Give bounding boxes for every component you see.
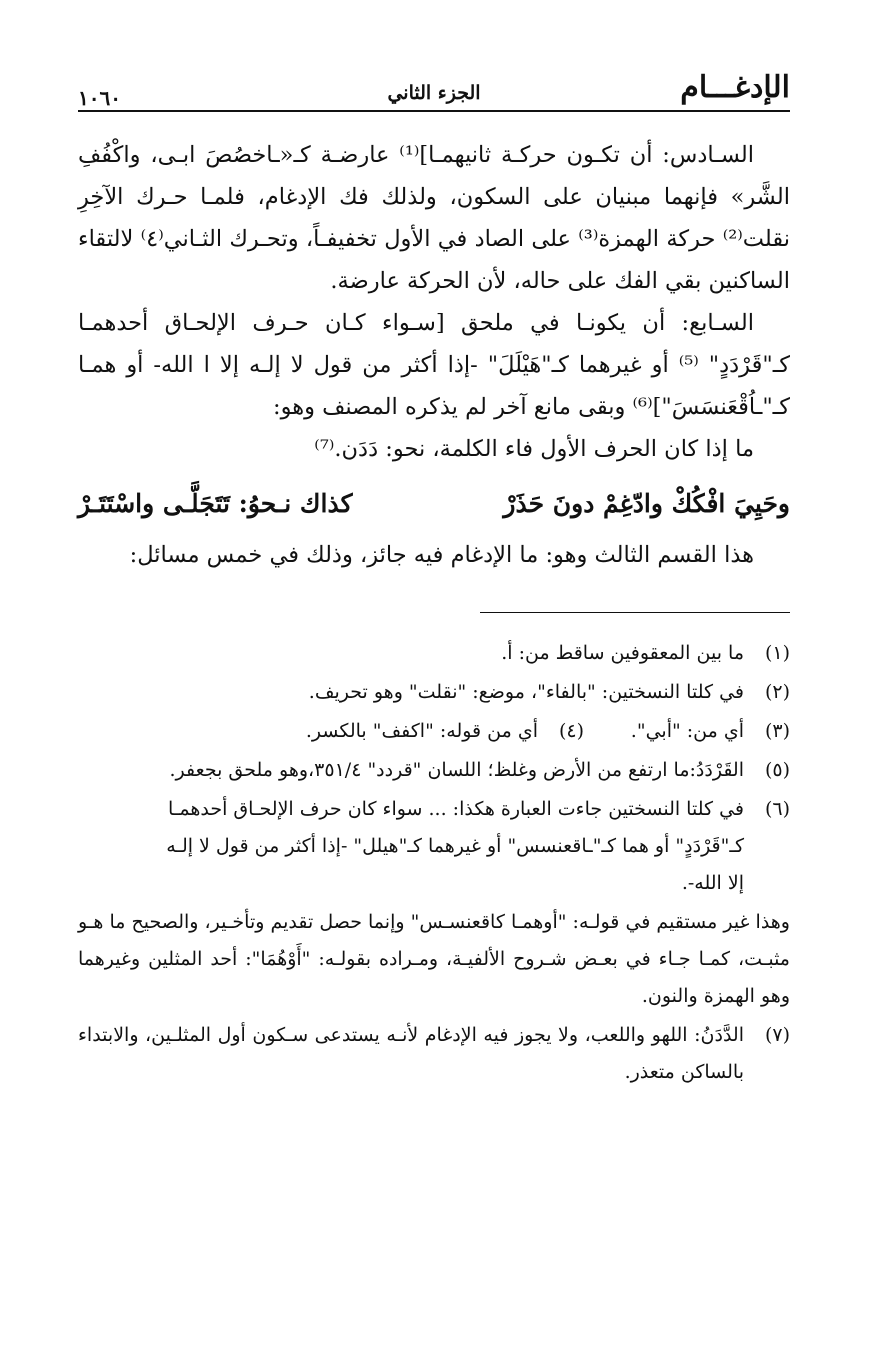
page-number: ١٠٦٠ bbox=[78, 86, 121, 110]
footnote-6-continuation: وهذا غير مستقيم في قولـه: "أوهمـا كاقعنسـس" وإنما حصل تقديم وتأخـير، والصحيح ما هـو مثبـت، كمـا جـاء في بعـض شـروح الألفيـة، ومـراده بقولـه: "أَوْهُمَا": أحد المثلين وغيرهما وهو الهمزة والنون. bbox=[78, 911, 790, 1007]
footnote-number: (٦) bbox=[764, 798, 790, 820]
paragraph-third-section: هذا القسم الثالث وهو: ما الإدغام فيه جائز، وذلك في خمس مسائل: bbox=[129, 542, 754, 568]
footnote-text: أي من: "أبي". bbox=[630, 720, 744, 742]
footnote-number: (٢) bbox=[764, 681, 790, 703]
book-page bbox=[78, 60, 790, 1372]
footnote-text: القَرْدَدُ:ما ارتفع من الأرض وغلظ؛ اللسان "قردد" ٣٥١/٤،وهو ملحق بجعفر. bbox=[169, 759, 744, 781]
verse-second-hemistich: كذاك نـحوُ: تَتَجَلَّـى واسْتَتَـرْ bbox=[78, 489, 353, 518]
paragraph-seventh: السـابع: أن يكونـا في ملحق [سـواء كـان حـرف الإلحـاق أحدهمـا كـ"قَرْدَدٍ" ⁽⁵⁾ أو غيرهما كـ"هَيْلَلَ" -إذا أكثر من قول لا إلـه إلا ا الله- أو همـا كـ"ـاُقْعَنسَسَ"]⁽⁶⁾ وبقى مانع آخر لم يذكره المصنف وهو: bbox=[78, 310, 790, 420]
footnote-number: (٤) bbox=[558, 720, 584, 742]
poetry-verse bbox=[78, 476, 790, 532]
verse-first-hemistich: وحَيِيَ افْكُكْ وادّغِمْ دونَ حَذَرْ bbox=[503, 489, 790, 518]
main-text bbox=[78, 134, 790, 576]
footnote-7 bbox=[78, 1017, 790, 1091]
footnote-5 bbox=[78, 752, 790, 789]
footnote-text: في كلتا النسختين: "بالفاء"، موضع: "نقلت" وهو تحريف. bbox=[308, 681, 744, 703]
chapter-title: الإدغـــام bbox=[680, 70, 790, 105]
footnote-separator bbox=[480, 612, 790, 613]
volume-label: الجزء الثاني bbox=[387, 82, 481, 104]
footnote-6 bbox=[78, 791, 790, 902]
footnotes bbox=[78, 635, 790, 1091]
running-header bbox=[78, 60, 790, 112]
footnote-text-line: كـ"قَرْدَدٍ" أو هما كـ"ـاقعنسس" أو غيرهما كـ"هيلل" -إذا أكثر من قول لا إلـه bbox=[166, 835, 744, 857]
footnote-number: (١) bbox=[764, 642, 790, 664]
footnote-text-line: في كلتا النسختين جاءت العبارة هكذا: ... سواء كان حرف الإلحـاق أحدهمـا bbox=[168, 798, 744, 820]
footnote-2 bbox=[78, 674, 790, 711]
footnote-number: (٣) bbox=[764, 720, 790, 742]
footnote-text: الدَّدَنُ: اللهو واللعب، ولا يجوز فيه الإدغام لأنـه يستدعى سـكون أول المثلـين، والابتداء بالساكن متعذر. bbox=[78, 1024, 744, 1083]
footnote-number: (٧) bbox=[764, 1024, 790, 1046]
footnote-1 bbox=[78, 635, 790, 672]
footnote-text: ما بين المعقوفين ساقط من: أ. bbox=[501, 642, 744, 664]
paragraph-exception: ما إذا كان الحرف الأول فاء الكلمة، نحو: دَدَن.⁽⁷⁾ bbox=[314, 436, 754, 462]
footnote-3-4 bbox=[78, 713, 790, 750]
footnote-text: أي من قوله: "اكفف" بالكسر. bbox=[305, 720, 538, 742]
footnote-number: (٥) bbox=[764, 759, 790, 781]
footnote-text-line: إلا الله-. bbox=[681, 872, 744, 894]
paragraph-sixth: السـادس: أن تكـون حركـة ثانيهمـا]⁽¹⁾ عارضـة كـ«ـاخصُصَ ابـى، واكْفُفِ الشَّر» فإنهما مبنيان على السكون، ولذلك فك الإدغام، فلمـا حـرك الآخِرِ نقلت⁽²⁾ حركة الهمزة⁽³⁾ على الصاد في الأول تخفيفـاً، وتحـرك الثـاني⁽٤⁾ لالتقاء الساكنين بقي الفك على حاله، لأن الحركة عارضة. bbox=[78, 142, 790, 294]
